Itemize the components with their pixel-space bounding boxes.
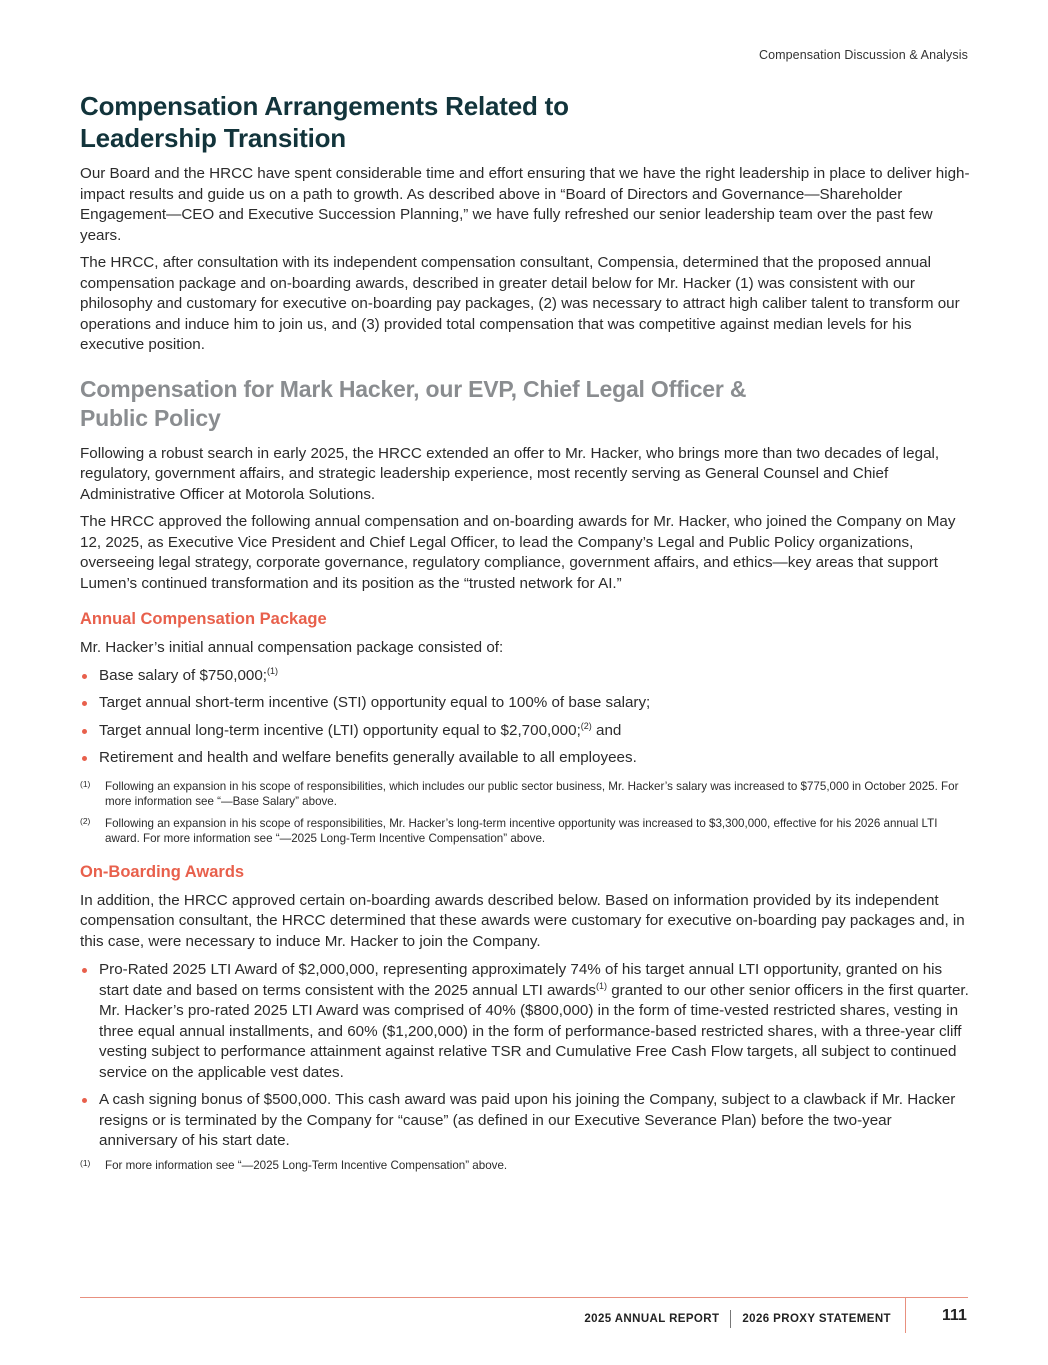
annual-package-intro: Mr. Hacker’s initial annual compensation package consisted of: [80,639,504,656]
list-item [80,960,970,1083]
list-item-text-after: and [591,721,622,739]
footnote [80,816,970,847]
footer-publication [584,1310,891,1328]
bullet-icon [82,968,87,973]
bullet-icon [82,1098,87,1103]
list-item [80,666,970,687]
onboarding-heading: On-Boarding Awards [80,862,245,881]
list-item [80,748,970,769]
annual-package-footnotes [80,779,970,847]
subsection-title [80,375,970,433]
list-item-text: Target annual short-term incentive (STI) opportunity equal to 100% of base salary; [99,694,651,711]
footnote-text: Following an expansion in his scope of responsibilities, which includes our public sector business, Mr. Hacker’s salary was increased to $775,000 in October 2025. For more information see “—Base Salary” above. [105,779,959,808]
footer-divider [80,1297,968,1298]
section-title-line2: Leadership Transition [80,123,346,153]
footnote-text: Following an expansion in his scope of responsibilities, Mr. Hacker’s long-term incentive opportunity was increased to $3,300,000, effective for his 2026 annual LTI award. For more information see “—2025 Long-Term Incentive Compensation” above. [105,816,938,845]
list-item-text: Base salary of $750,000; [99,666,268,684]
annual-package-heading: Annual Compensation Package [80,610,327,628]
bullet-icon [82,701,87,706]
footnote-ref: (1) [595,980,607,991]
bullet-icon [82,756,87,761]
footnote-mark: (1) [80,778,91,789]
list-item-text: Pro-Rated 2025 LTI Award of $2,000,000, representing approximately 74% of his target annual LTI opportunity, granted on his start date and based on terms consistent with the 2025 annual LTI awards [99,961,943,999]
hacker-paragraph-2: The HRCC approved the following annual compensation and on-boarding awards for Mr. Hacker, who joined the Company on May 12, 2025, as Executive Vice President and Chief Legal Officer, to lead the Company’s Legal and Public Policy organizations, overseeing legal strategy, corporate governance, regulatory compliance, government affairs, and ethics—key areas that support Lumen’s continued transformation and its position as the “trusted network for AI.” [80,513,956,592]
footnote-mark: (1) [80,1157,91,1168]
subsection-title-line1: Compensation for Mark Hacker, our EVP, Chief Legal Officer & [80,375,747,402]
bullet-icon [82,674,87,679]
list-item-text-after: granted to our other senior officers in the first quarter. Mr. Hacker’s pro-rated 2025 LTI Award was comprised of 40% ($800,000) in the form of time-vested restricted shares, vesting in three equal annual installments, and 60% ($1,200,000) in the form of performance-based restricted shares, with a three-year cliff vesting subject to performance attainment against relative TSR and Cumulative Free Cash Flow targets, all subject to continued service on the applicable vest dates. [99,981,969,1081]
annual-package-list [80,666,970,769]
intro-paragraph-2: The HRCC, after consultation with its independent compensation consultant, Compensia, determined that the proposed annual compensation package and on-boarding awards, described in greater detail below for Mr. Hacker (1) was consistent with our philosophy and customary for executive on-boarding pay packages, (2) was necessary to attract high caliber talent to transform our operations and induce him to join us, and (3) provided total compensation that was competitive against median levels for his executive position. [80,254,960,353]
running-head: Compensation Discussion & Analysis [758,48,968,62]
section-title-line1: Compensation Arrangements Related to [80,91,569,121]
subsection-title-line2: Public Policy [80,404,221,431]
list-item [80,693,970,714]
footnote-ref: (1) [267,665,279,676]
footnote-ref: (2) [580,720,592,731]
section-title [80,90,970,154]
footer-vertical-divider [905,1297,906,1333]
onboarding-footnotes [80,1158,970,1174]
footer-proxy-statement: 2026 PROXY STATEMENT [742,1313,891,1325]
footer-annual-report: 2025 ANNUAL REPORT [584,1313,720,1325]
list-item-text: A cash signing bonus of $500,000. This cash award was paid upon his joining the Company, subject to a clawback if Mr. Hacker resigns or is terminated by the Company for “cause” (as defined in our Executive Severance Plan) before the two-year anniversary of his start date. [99,1091,956,1149]
intro-paragraph-1: Our Board and the HRCC have spent considerable time and effort ensuring that we have the right leadership in place to deliver high-impact results and guide us on a path to growth. As described above in “Board of Directors and Governance—Shareholder Engagement—CEO and Executive Succession Planning,” we have fully refreshed our senior leadership team over the past few years. [80,165,970,244]
list-item-text: Retirement and health and welfare benefits generally available to all employees. [99,749,637,766]
bullet-icon [82,729,87,734]
list-item-text: Target annual long-term incentive (LTI) opportunity equal to $2,700,000; [99,721,581,739]
onboarding-intro: In addition, the HRCC approved certain on-boarding awards described below. Based on information provided by its independent compensation consultant, the HRCC determined that these awards were customary for executive on-boarding pay packages and, in this case, were necessary to induce Mr. Hacker to join the Company. [80,891,965,950]
footnote-mark: (2) [80,815,91,826]
onboarding-list [80,960,970,1152]
footnote [80,779,970,810]
footer-separator [730,1310,731,1328]
list-item [80,721,970,742]
footnote [80,1158,970,1174]
footnote-text: For more information see “—2025 Long-Term Incentive Compensation” above. [105,1158,508,1172]
page-number: 111 [942,1307,967,1324]
list-item [80,1090,970,1152]
page-content [80,90,970,1179]
hacker-paragraph-1: Following a robust search in early 2025, the HRCC extended an offer to Mr. Hacker, who brings more than two decades of legal, regulatory, government affairs, and strategic leadership experience, most recently serving as General Counsel and Chief Administrative Officer at Motorola Solutions. [80,444,940,503]
